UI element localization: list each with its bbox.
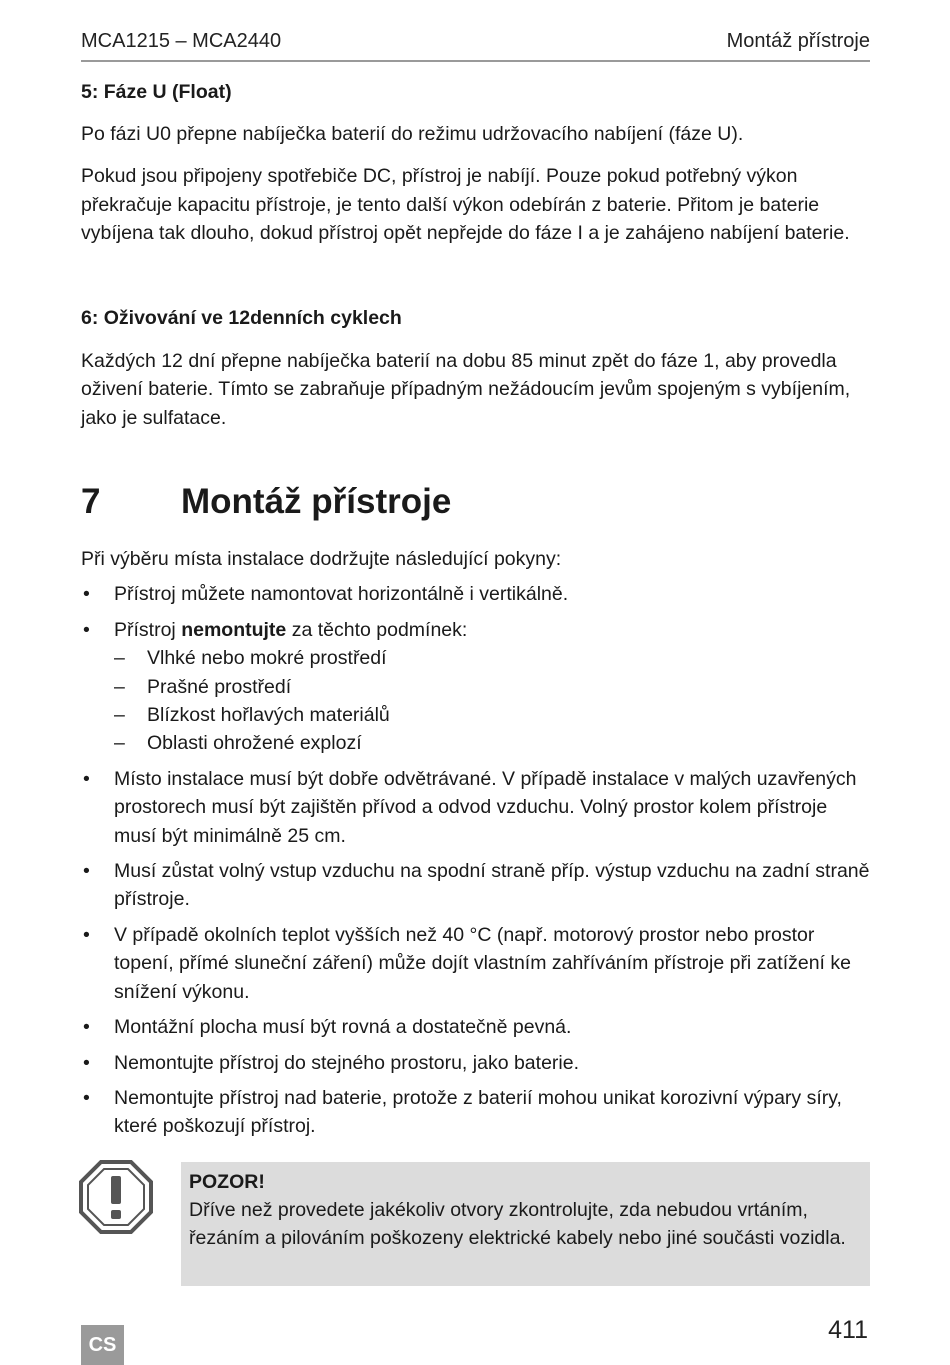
header-model: MCA1215 – MCA2440 bbox=[81, 30, 282, 52]
list-item bbox=[81, 921, 870, 1006]
list-item bbox=[81, 765, 870, 850]
list-item-text: Přístroj můžete namontovat horizontálně i vertikálně. bbox=[114, 583, 569, 606]
condition-item: – Vlhké nebo mokré prostředí bbox=[114, 644, 870, 672]
list-item-text: za těchto podmínek: bbox=[286, 618, 468, 641]
section-5 bbox=[81, 78, 870, 248]
chapter-number: 7 bbox=[81, 482, 101, 521]
list-item-text: Přístroj bbox=[114, 618, 182, 641]
warning-text: Dříve než provedete jakékoliv otvory zkontrolujte, zda nebudou vrtáním, řezáním a pilováním poškozeny elektrické kabely nebo jiné součásti vozidla. bbox=[189, 1199, 846, 1250]
list-item bbox=[81, 1084, 870, 1141]
warning-title: POZOR! bbox=[189, 1171, 265, 1193]
section-6-heading: 6: Oživování ve 12denních cyklech bbox=[81, 307, 402, 329]
warning-box bbox=[181, 1162, 870, 1286]
list-item-text: V případě okolních teplot vyšších než 40 °C (např. motorový prostor nebo prostor topení, přímé sluneční záření) může dojít vlastním zahříváním přístroje při zatížení ke snížení výkonu. bbox=[114, 923, 851, 1003]
chapter-intro: Při výběru místa instalace dodržujte následující pokyny: bbox=[81, 548, 562, 570]
list-item-text: Nemontujte přístroj do stejného prostoru, jako baterie. bbox=[114, 1051, 580, 1074]
list-item-text: Místo instalace musí být dobře odvětrávané. V případě instalace v malých uzavřených prostorech musí být zajištěn přívod a odvod vzduchu. Volný prostor kolem přístroje musí být minimálně 25 cm. bbox=[114, 767, 857, 847]
language-tab: CS bbox=[81, 1325, 124, 1365]
condition-item: – Oblasti ohrožené explozí bbox=[114, 729, 870, 757]
condition-item: – Prašné prostředí bbox=[114, 673, 870, 701]
list-item bbox=[81, 616, 870, 758]
installation-guidelines-list bbox=[81, 580, 870, 1140]
list-item bbox=[81, 1049, 870, 1077]
page-number: 411 bbox=[828, 1316, 868, 1344]
list-item bbox=[81, 857, 870, 914]
conditions-list bbox=[114, 644, 870, 758]
condition-item: – Blízkost hořlavých materiálů bbox=[114, 701, 870, 729]
chapter-heading bbox=[81, 482, 870, 534]
list-item-text: Montážní plocha musí být rovná a dostatečně pevná. bbox=[114, 1016, 572, 1039]
warning-octagon-icon bbox=[79, 1160, 153, 1234]
chapter-title: Montáž přístroje bbox=[181, 482, 452, 521]
chapter-body bbox=[81, 545, 870, 1141]
section-6-paragraph-1: Každých 12 dní přepne nabíječka baterií na dobu 85 minut zpět do fáze 1, aby provedla oživení baterie. Tímto se zabraňuje případným nežádoucím jevům spojeným s vybíjením, jako je sulfatace. bbox=[81, 350, 851, 429]
header-section: Montáž přístroje bbox=[726, 30, 870, 52]
section-5-paragraph-2: Pokud jsou připojeny spotřebiče DC, přístroj je nabíjí. Pouze pokud potřebný výkon překračuje kapacitu přístroje, je tento další výkon odebírán z baterie. Přitom je baterie vybíjena tak dlouho, dokud přístroj opět nepřejde do fáze I a je zahájeno nabíjení baterie. bbox=[81, 165, 850, 245]
list-item bbox=[81, 1013, 870, 1041]
list-item bbox=[81, 580, 870, 608]
list-item-text: Musí zůstat volný vstup vzduchu na spodní straně příp. výstup vzduchu na zadní straně přístroje. bbox=[114, 860, 870, 911]
section-5-heading: 5: Fáze U (Float) bbox=[81, 81, 232, 103]
page-header bbox=[81, 30, 870, 62]
section-5-paragraph-1: Po fázi U0 přepne nabíječka baterií do režimu udržovacího nabíjení (fáze U). bbox=[81, 123, 744, 145]
emphasis-text: nemontujte bbox=[181, 618, 287, 641]
section-6 bbox=[81, 304, 870, 432]
list-item-text: Nemontujte přístroj nad baterie, protože z baterií mohou unikat korozivní výpary síry, které poškozují přístroj. bbox=[114, 1086, 842, 1138]
